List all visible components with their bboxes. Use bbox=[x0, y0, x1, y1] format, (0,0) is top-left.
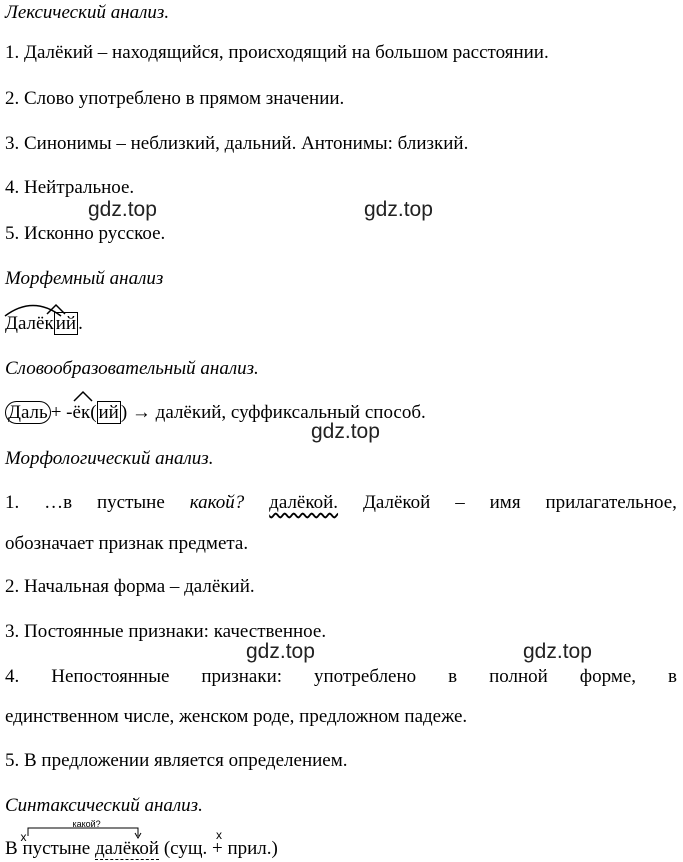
underlined-word: далёкой. bbox=[269, 492, 339, 513]
watermark: gdz.top bbox=[311, 420, 380, 443]
morphological-item-4-cont: единственном числе, женском роде, предложном падеже. bbox=[5, 706, 468, 727]
main-word: х какой? пустыне bbox=[22, 838, 90, 860]
watermark: gdz.top bbox=[523, 640, 592, 663]
morphological-item-1: 1. …в пустыне какой? далёкой. Далёкой – имя прилагательное, bbox=[5, 492, 677, 513]
syntactic-phrase: В х какой? пустыне далёкой (сущ. + прил.) x bbox=[5, 819, 278, 859]
syntactic-heading: Синтаксический анализ. bbox=[5, 795, 203, 816]
lexical-heading: Лексический анализ. bbox=[5, 2, 170, 23]
lexical-item-3: 3. Синонимы – неблизкий, дальний. Антонимы: близкий. bbox=[5, 133, 469, 154]
derivational-ending: ий bbox=[98, 402, 119, 423]
morphological-item-4: 4. Непостоянные признаки: употреблено в полной форме, в bbox=[5, 666, 677, 687]
suffix-caret-icon bbox=[45, 303, 67, 315]
morphological-heading: Морфологический анализ. bbox=[5, 448, 214, 469]
lexical-item-2: 2. Слово употреблено в прямом значении. bbox=[5, 88, 345, 109]
suffix-caret-icon bbox=[72, 390, 94, 402]
morphological-item-3: 3. Постоянные признаки: качественное. bbox=[5, 621, 327, 642]
derivational-heading: Словообразовательный анализ. bbox=[5, 358, 259, 379]
morphological-item-2: 2. Начальная форма – далёкий. bbox=[5, 576, 255, 597]
derivational-parse: Даль + - ёк( ий ) → далёкий, суффиксальный способ. bbox=[5, 402, 426, 424]
derivational-suffix: ёк bbox=[73, 402, 91, 424]
morphemic-root: Далёк bbox=[5, 313, 54, 335]
lexical-item-1: 1. Далёкий – находящийся, происходящий на большом расстоянии. bbox=[5, 42, 549, 63]
morphemic-ending: ий bbox=[55, 313, 77, 334]
watermark: gdz.top bbox=[246, 640, 315, 663]
morphological-item-5: 5. В предложении является определением. bbox=[5, 750, 348, 771]
morphemic-parse: Далёк ий . bbox=[5, 313, 83, 335]
morphemic-heading: Морфемный анализ bbox=[5, 268, 164, 289]
watermark: gdz.top bbox=[88, 198, 157, 221]
lexical-item-4: 4. Нейтральное. bbox=[5, 177, 135, 198]
lexical-item-5: 5. Исконно русское. bbox=[5, 223, 166, 244]
watermark: gdz.top bbox=[364, 198, 433, 221]
x-mark-2: x bbox=[216, 828, 222, 842]
morphological-item-1-cont: обозначает признак предмета. bbox=[5, 533, 249, 554]
derivational-base: Даль bbox=[5, 401, 51, 424]
dependent-word: далёкой bbox=[94, 838, 160, 859]
